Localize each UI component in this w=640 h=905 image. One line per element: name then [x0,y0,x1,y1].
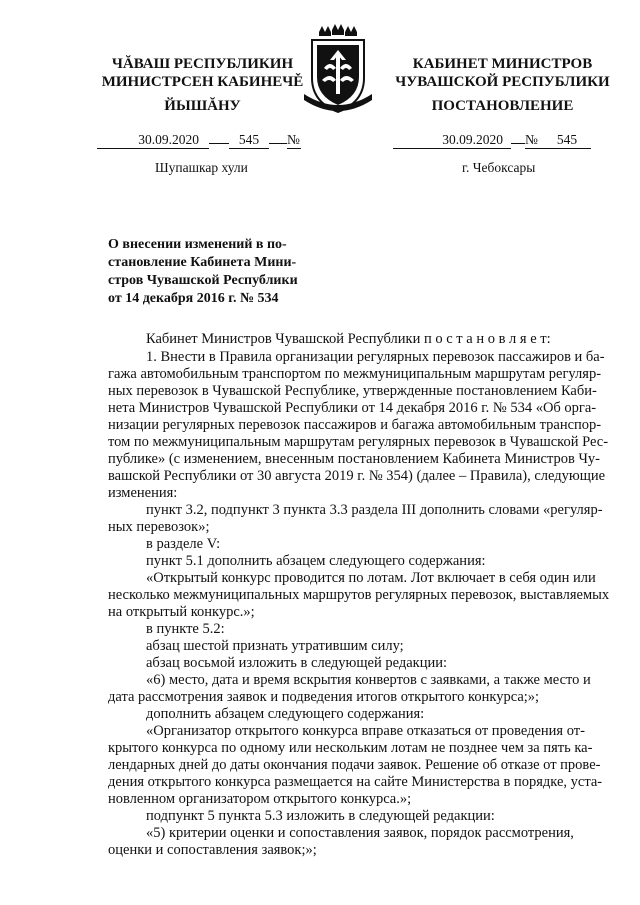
document-title [108,236,303,308]
right-org-line1: КАБИНЕТ МИНИСТРОВ [412,56,593,72]
left-org-line1: ЧĂВАШ РЕСПУБЛИКИН [111,56,294,72]
right-date: 30.09.2020 [393,132,511,149]
body-line: 1. Внести в Правила организации регулярных перевозок пассажиров и ба- [146,349,605,365]
body-line: несколько межмуниципальных маршрутов регулярных перевозок, выставляемых [108,587,610,603]
body-line: крытого конкурса по одному или нескольким лотам не позднее чем за пять ка- [108,740,593,756]
right-number: 545 [543,132,591,149]
body-line: Кабинет Министров Чувашской Республики п о с т а н о в л я е т: [146,331,551,347]
coat-of-arms-emblem [300,24,376,116]
body-line: в разделе V: [146,536,221,552]
right-no-sign: № [525,132,543,149]
left-no-sign: № [287,132,300,147]
body-line: «Организатор открытого конкурса вправе отказаться от проведения от- [146,723,585,739]
body-line: абзац восьмой изложить в следующей редакции: [146,655,448,671]
body-line: подпункт 5 пункта 5.3 изложить в следующей редакции: [146,808,495,824]
body-line: гажа автомобильным транспортом по межмуниципальным маршрутам регуляр- [108,366,602,382]
body-line: низации регулярных перевозок пассажиров и багажа автомобильным транспор- [108,417,602,433]
body-line: «6) место, дата и время вскрытия конвертов с заявками, а также место и [146,672,591,688]
body-line: в пункте 5.2: [146,621,225,637]
title-line: становление Кабинета Мини- [108,255,297,270]
right-date-number-line [393,132,591,149]
title-line: О внесении изменений в по- [108,237,287,252]
right-place: г. Чебоксары [462,160,536,175]
body-line: ных перевозок»; [108,519,210,535]
body-line: лендарных дней до даты окончания подачи заявок. Решение об отказе от прове- [108,757,601,773]
left-doc-type: ЙЫШĂНУ [164,98,241,114]
body-line: пункт 3.2, подпункт 3 пункта 3.3 раздела III дополнить словами «регуляр- [146,502,603,518]
body-line: нета Министров Чувашской Республики от 14 декабря 2016 г. № 534 «Об орга- [108,400,597,416]
body-line: вашской Республики от 30 августа 2019 г. № 354) (далее – Правила), следующие [108,468,606,484]
body-line: дополнить абзацем следующего содержания: [146,706,425,722]
body-line: дата рассмотрения заявок и подведения итогов открытого конкурса;»; [108,689,540,705]
body-line: «5) критерии оценки и сопоставления заявок, порядок рассмотрения, [146,825,574,841]
right-doc-type: ПОСТАНОВЛЕНИЕ [431,98,574,114]
left-place: Шупашкар хули [155,160,248,175]
left-date: 30.09.2020 [97,132,209,149]
body-line: ных перевозок в Чувашской Республике, утвержденные постановлением Каби- [108,383,597,399]
right-org-name [390,55,615,91]
right-org-line2: ЧУВАШСКОЙ РЕСПУБЛИКИ [395,74,610,90]
left-org-line2: МИНИСТРСЕН КАБИНЕЧĚ [101,74,304,90]
body-line: «Открытый конкурс проводится по лотам. Лот включает в себя один или [146,570,596,586]
left-org-name [95,55,310,91]
body-line: оценки и сопоставления заявок;»; [108,842,317,858]
body-line: изменения: [108,485,178,501]
body-line: пункт 5.1 дополнить абзацем следующего содержания: [146,553,486,569]
body-line: том по межмуниципальным маршрутам регулярных перевозок в Чувашской Рес- [108,434,609,450]
left-date-number-line [97,132,301,149]
title-line: стров Чувашской Республики [108,273,298,288]
body-line: новленном организатором открытого конкурса.»; [108,791,412,807]
body-line: абзац шестой признать утратившим силу; [146,638,404,654]
left-number: 545 [229,132,269,149]
body-line: дения открытого конкурса размещается на сайте Министерства в порядке, уста- [108,774,603,790]
body-line: публике» (с изменением, внесенным постановлением Кабинета Министров Чу- [108,451,600,467]
title-line: от 14 декабря 2016 г. № 534 [108,291,279,306]
document-body [108,331,610,891]
body-line: на открытый конкурс.»; [108,604,255,620]
